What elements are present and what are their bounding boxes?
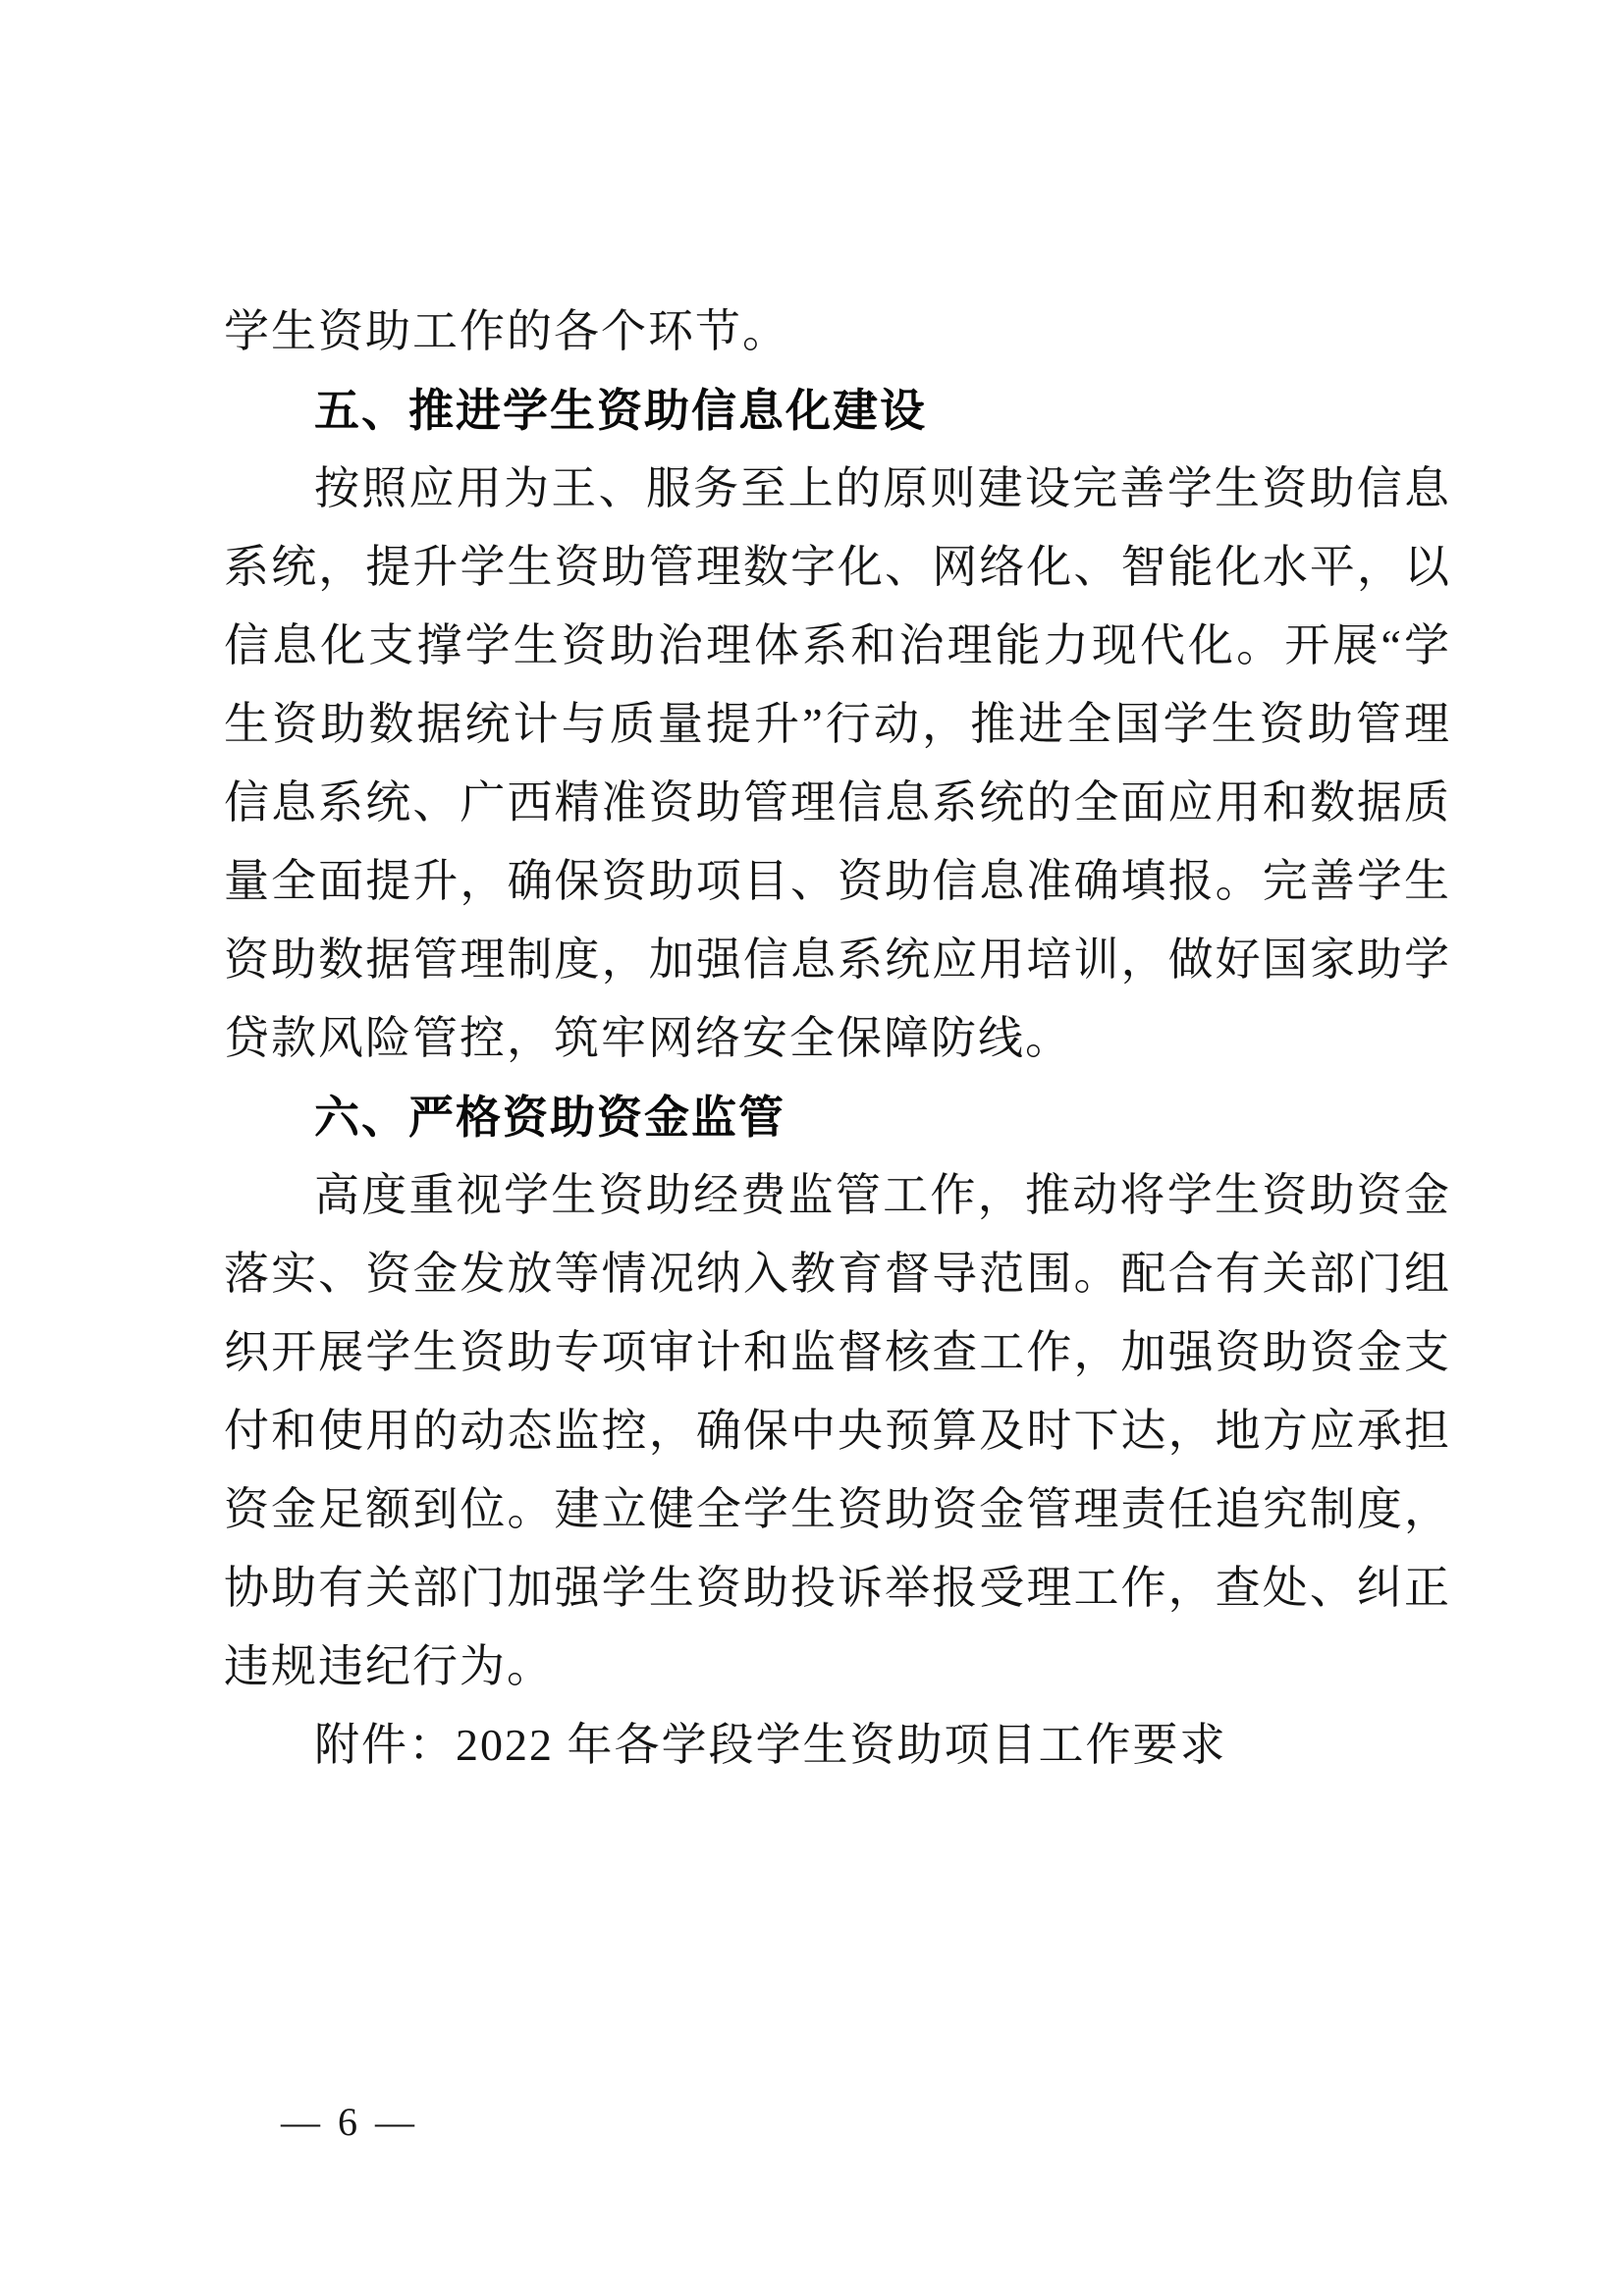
document-body — [224, 293, 1451, 1785]
section-heading-5: 五、推进学生资助信息化建设 — [314, 385, 927, 436]
section-heading-6: 六、严格资助资金监管 — [314, 1092, 785, 1143]
page-number: — 6 — — [281, 2100, 418, 2144]
paragraph-section-6: 高度重视学生资助经费监管工作，推动将学生资助资金落实、资金发放等情况纳入教育督导范围。配合有关部门组织开展学生资助专项审计和监督核查工作，加强资助资金支付和使用的动态监控，确保中央预算及时下达，地方应承担资金足额到位。建立健全学生资助资金管理责任追究制度，协助有关部门加强学生资助投诉举报受理工作，查处、纠正违规违纪行为。 — [224, 1170, 1451, 1691]
paragraph-continuation: 学生资助工作的各个环节。 — [224, 306, 789, 356]
paragraph-section-5: 按照应用为王、服务至上的原则建设完善学生资助信息系统，提升学生资助管理数字化、网络化、智能化水平，以信息化支撑学生资助治理体系和治理能力现代化。开展“学生资助数据统计与质量提升”行动，推进全国学生资助管理信息系统、广西精准资助管理信息系统的全面应用和数据质量全面提升，确保资助项目、资助信息准确填报。完善学生资助数据管理制度，加强信息系统应用培训，做好国家助学贷款风险管控，筑牢网络安全保障防线。 — [224, 463, 1451, 1063]
attachment-line: 附件：2022 年各学段学生资助项目工作要求 — [314, 1720, 1227, 1770]
